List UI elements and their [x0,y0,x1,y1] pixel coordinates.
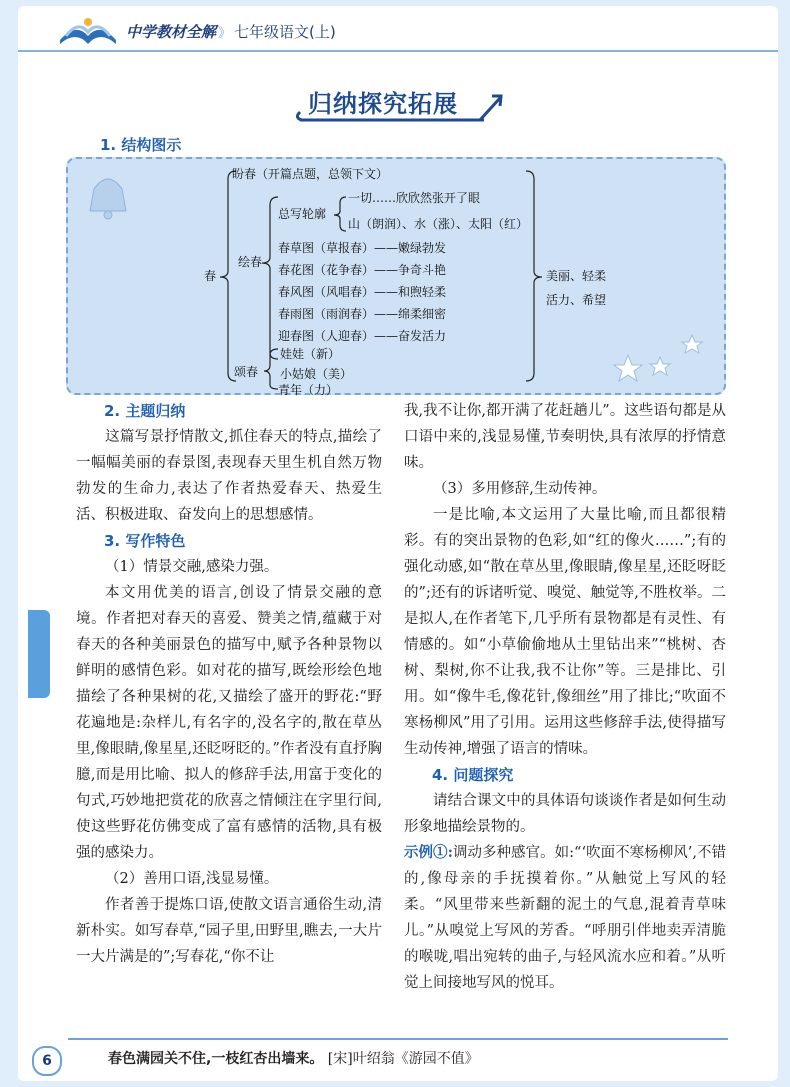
footer-line [68,1038,728,1040]
writing-p1-title: （1）情景交融,感染力强。 [105,559,279,575]
left-column [76,398,382,970]
writing-p3-title: （3）多用修辞,生动传神。 [433,481,607,497]
diagram-pic-3: 春风图（风唱春）——和煦轻柔 [278,285,447,299]
diagram-pic-1: 春草图（草报春）——嫩绿勃发 [278,241,447,255]
diagram-zong-2: 山（朗润）、水（涨）、太阳（红） [348,217,529,231]
book-logo-icon [56,14,120,46]
writing-p2-title: （2）善用口语,浅显易懂。 [105,871,279,887]
diagram-song-2: 小姑娘（美） [280,367,353,381]
page-number: 6 [32,1046,62,1076]
diagram-result-2: 活力、希望 [546,293,607,307]
writing-p2-text: 作者善于提炼口语,使散文语言通俗生动,清新朴实。如写春草,“园子里,田野里,瞧去,一大片一大片满是的”;写春花,“你不让 [76,897,382,965]
heading-question: 4. 问题探究 [432,766,514,784]
bell-decoration-icon [90,179,126,219]
sample-label: 示例①: [404,844,453,861]
diagram-zong-xie: 总写轮廓 [278,207,327,221]
writing-p3-text: 一是比喻,本文运用了大量比喻,而且都很精彩。有的突出景物的色彩,如“红的像火……”;有的强化动感,如“散在草丛里,像眼睛,像星星,还眨呀眨的”;还有的诉诸听觉、嗅觉、触觉等,不胜枚举。二是拟人,在作者笔下,几乎所有景物都是有灵性、有情感的。如“小草偷偷地从土里钻出来”“桃树、杏树、梨树,你不让我,我不让你”等。三是排比、引用。如“像牛毛,像花针,像细丝”用了排比;“吹面不寒杨柳风”用了引用。运用这些修辞手法,使得描写生动传神,增强了语言的情味。 [404,507,726,757]
diagram-pan-chun: 盼春（开篇点题，总领下文） [232,167,389,181]
footer-quote-source: [宋]叶绍翁《游园不值》 [327,1051,479,1067]
structure-diagram [66,157,726,395]
footer-quote-text: 春色满园关不住,一枝红杏出墙来。 [108,1051,324,1067]
page-header [18,6,778,52]
diagram-result-1: 美丽、轻柔 [546,269,607,283]
diagram-song-chun: 颂春 [234,365,259,379]
sample-answer [404,840,726,996]
writing-p1-text: 本文用优美的语言,创设了情景交融的意境。作者把对春天的喜爱、赞美之情,蕴藏于对春天的各种美丽景色的描写中,赋予各种景物以鲜明的感情色彩。如对花的描写,既绘形绘色地描绘了各种果树的花,又描绘了盛开的野花:“野花遍地是:杂样儿,有名字的,没名字的,散在草丛里,像眼睛,像星星,还眨呀眨的。”作者没有直抒胸臆,而是用比喻、拟人的修辞手法,用富于变化的句式,巧妙地把赏花的欣喜之情倾注在字里行间,使这些野花仿佛变成了富有感情的活物,具有极强的感染力。 [76,585,382,861]
writing-p2-cont: 我,我不让你,都开满了花赶趟儿”。这些语句都是从口语中来的,浅显易懂,节奏明快,具有浓厚的抒情意味。 [404,403,726,471]
header-separator: 》 [218,26,232,41]
question-text: 请结合课文中的具体语句谈谈作者是如何生动形象地描绘景物的。 [404,793,726,835]
diagram-song-1: 娃娃（新） [280,347,341,361]
heading-theme: 2. 主题归纳 [104,402,186,420]
book-grade: 七年级语文(上) [234,23,336,41]
footer-quote [108,1048,479,1068]
heading-writing: 3. 写作特色 [104,532,186,550]
diagram-pic-5: 迎春图（人迎春）——奋发活力 [278,329,447,343]
sample-text: 调动多种感官。如:“‘吹面不寒杨柳风’,不错的,像母亲的手抚摸着你。”从触觉上写风的轻柔。“风里带来些新翻的泥土的气息,混着青草味儿。”从嗅觉上写风的芳香。“呼朋引伴地卖弄清脆的喉咙,唱出宛转的曲子,与轻风流水应和着。”从听觉上间接地写风的悦耳。 [404,845,727,991]
side-tab [28,610,50,698]
right-column [404,398,726,996]
page-footer [18,1036,778,1076]
diagram-root: 春 [204,269,217,283]
section-title [288,80,508,124]
book-name: 中学教材全解 [126,23,217,41]
diagram-zong-1: 一切……欣欣然张开了眼 [348,191,481,205]
diagram-hui-chun: 绘春 [238,255,263,269]
diagram-pic-4: 春雨图（雨润春）——绵柔细密 [278,307,447,321]
section-title-text: 归纳探究拓展 [308,90,458,118]
diagram-song-3: 青年（力） [278,383,339,397]
theme-text: 这篇写景抒情散文,抓住春天的特点,描绘了一幅幅美丽的春景图,表现春天里生机自然万物勃发的生命力,表达了作者热爱春天、热爱生活、积极进取、奋发向上的思想感情。 [76,429,382,523]
heading-structure: 1. 结构图示 [100,136,182,154]
page [18,6,778,1081]
diagram-pic-2: 春花图（花争春）——争奇斗艳 [278,263,447,277]
